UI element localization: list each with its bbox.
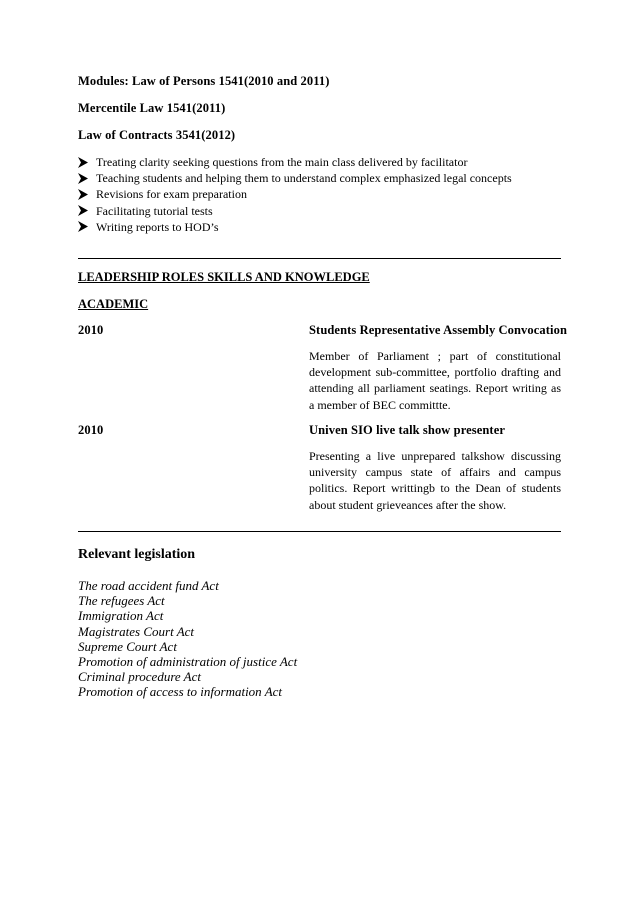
duty-text: Facilitating tutorial tests [96,203,213,218]
legislation-heading: Relevant legislation [78,547,196,562]
divider [78,531,561,532]
leadership-heading: LEADERSHIP ROLES SKILLS AND KNOWLEDGE [78,270,370,284]
arrow-bullet-icon [78,205,88,216]
list-item [78,186,512,202]
list-item: Magistrates Court Act [78,623,195,639]
entry-year: 2010 [78,323,104,337]
entry-year: 2010 [78,423,104,437]
arrow-bullet-icon [78,157,88,168]
duty-text: Treating clarity seeking questions from the main class delivered by facilitator [96,155,468,170]
entry-title: Univen SIO live talk show presenter [309,423,505,437]
duties-list [78,154,512,235]
duty-text: Writing reports to HOD’s [96,219,219,234]
list-item: Immigration Act [78,608,164,624]
entry-description: Member of Parliament ; part of constitutional development sub-committee, portfolio drafting and attending all parliament seatings. Report writing as a member of BEC committte. [309,349,561,412]
list-item: Promotion of administration of justice Act [78,653,298,669]
arrow-bullet-icon [78,173,88,184]
list-item [78,219,512,235]
academic-subheading: ACADEMIC [78,297,149,311]
law-of-contracts-line: Law of Contracts 3541(2012) [78,128,236,142]
divider [78,258,561,259]
modules-line: Modules: Law of Persons 1541(2010 and 2011) [78,74,330,88]
legislation-list [78,578,297,700]
duty-text: Teaching students and helping them to understand complex emphasized legal concepts [96,171,512,186]
list-item: The refugees Act [78,593,165,609]
list-item [78,203,512,219]
list-item: The road accident fund Act [78,578,219,593]
duty-text: Revisions for exam preparation [96,187,247,202]
entry-title: Students Representative Assembly Convocation [309,323,567,337]
list-item: Supreme Court Act [78,638,177,654]
list-item [78,170,512,186]
arrow-bullet-icon [78,189,88,200]
mercantile-law-line: Mercentile Law 1541(2011) [78,101,226,115]
list-item: Criminal procedure Act [78,669,202,685]
list-item [78,154,512,170]
arrow-bullet-icon [78,221,88,232]
list-item: Promotion of access to information Act [78,684,283,700]
entry-description: Presenting a live unprepared talkshow discussing university campus state of affairs and campus politics. Report writtingb to the Dean of students about student grieveances after the show. [309,449,561,512]
